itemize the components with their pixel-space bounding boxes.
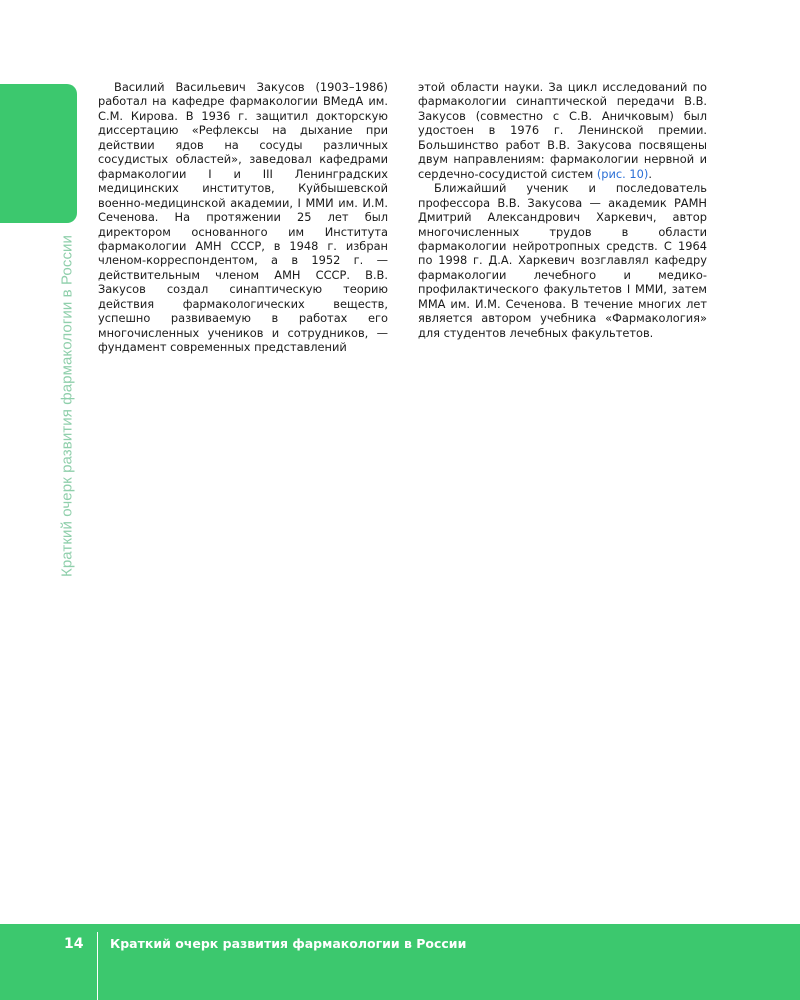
continuation-end: . xyxy=(648,166,652,181)
right-text-column xyxy=(418,80,707,340)
left-text-column xyxy=(98,80,388,355)
footer-divider xyxy=(97,932,98,1000)
side-chapter-title: Краткий очерк развития фармакологии в России xyxy=(58,234,76,578)
chapter-tab-marker xyxy=(0,84,77,223)
continuation-paragraph xyxy=(418,80,707,181)
figure-reference-link[interactable]: (рис. 10) xyxy=(596,166,649,181)
footer-chapter-title: Краткий очерк развития фармакологии в России xyxy=(110,936,467,951)
zakusov-paragraph: Василий Васильевич Закусов (1903–1986) работал на кафедре фармакологии ВМедА им. С.М. Кирова. В 1936 г. защитил докторскую диссертацию «Рефлексы на дыхание при действии ядов на сосуды различных сосудистых областей», заведовал кафедрами фармакологии I и III Ленинградских медицинских институтов, Куйбышевской военно-медицинской академии, I ММИ им. И.М. Сеченова. На протяжении 25 лет был директором основанного им Института фармакологии АМН СССР, в 1948 г. избран членом-корреспондентом, а в 1952 г. — действительным членом АМН СССР. В.В. Закусов создал синаптическую теорию действия фармакологических веществ, успешно развиваемую в работах его многочисленных учеников и сотрудников, — фундамент современных представлений xyxy=(98,80,388,355)
continuation-text: этой области науки. За цикл исследований по фармакологии синаптической передачи В.В. Закусов (совместно с С.В. Аничковым) был удостоен в 1976 г. Ленинской премии. Большинство работ В.В. Закусова посвящены двум направлениям: фармакологии нервной и сердечно-сосудистой систем xyxy=(418,80,707,181)
page-number: 14 xyxy=(64,936,84,952)
kharkevich-paragraph: Ближайший ученик и последователь профессора В.В. Закусова — академик РАМН Дмитрий Александрович Харкевич, автор многочисленных трудов в области фармакологии нейротропных средств. С 1964 по 1998 г. Д.А. Харкевич возглавлял кафедру фармакологии лечебного и медико-профилактического факультетов I ММИ, затем ММА им. И.М. Сеченова. В течение многих лет является автором учебника «Фармакология» для студентов лечебных факультетов. xyxy=(418,181,707,340)
